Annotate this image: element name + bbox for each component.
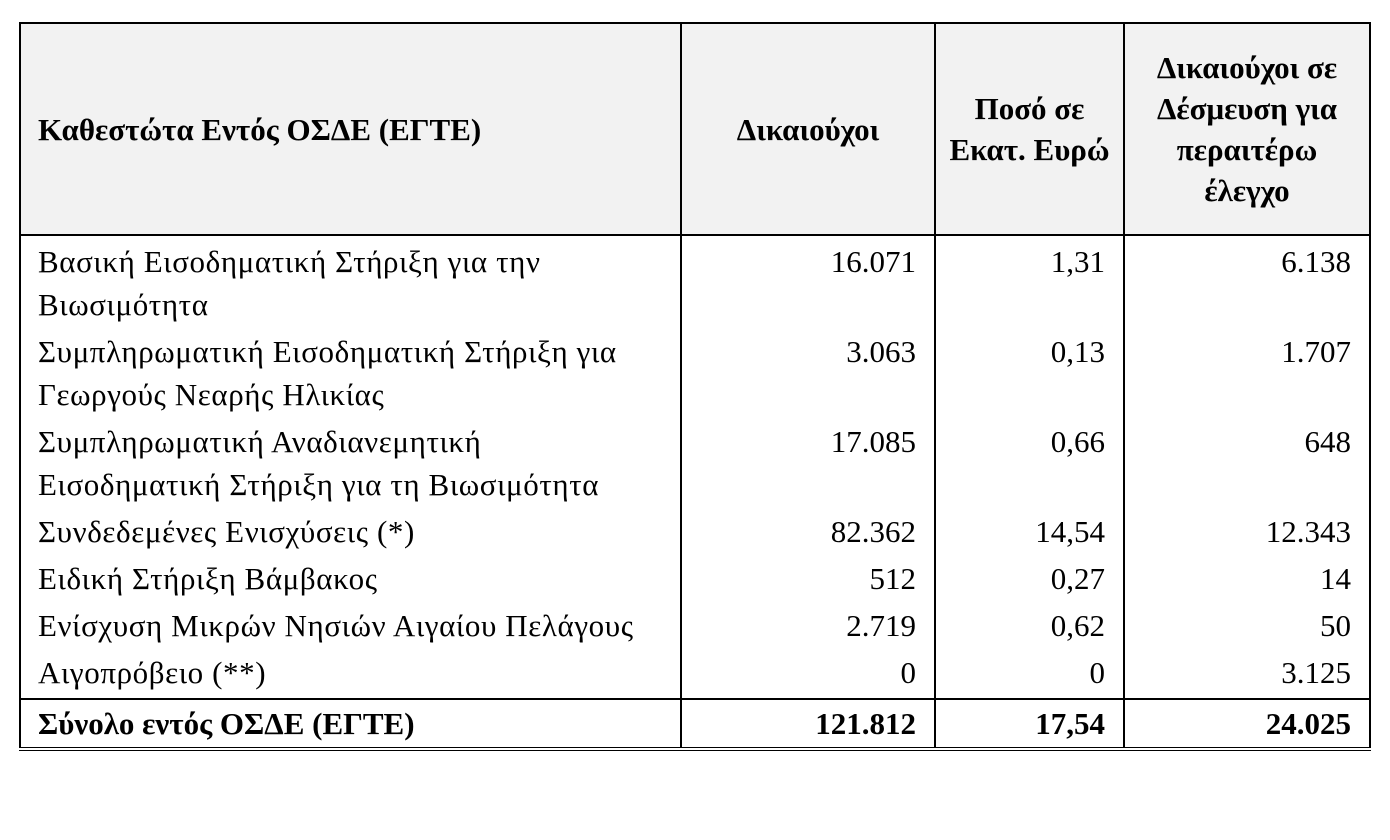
- total-held: 24.025: [1124, 699, 1370, 749]
- amount-cell: 0,27: [935, 553, 1124, 600]
- scheme-cell: Βασική Εισοδηματική Στήριξη για την Βιωσιμότητα: [20, 235, 681, 326]
- held-cell: 3.125: [1124, 647, 1370, 699]
- table-row: [20, 506, 1370, 553]
- table-row: [20, 600, 1370, 647]
- table-row: [20, 416, 1370, 506]
- held-cell: 1.707: [1124, 326, 1370, 416]
- scheme-cell: Ενίσχυση Μικρών Νησιών Αιγαίου Πελάγους: [20, 600, 681, 647]
- header-scheme: Καθεστώτα Εντός ΟΣΔΕ (ΕΓΤΕ): [20, 23, 681, 235]
- header-held-for-review: Δικαιούχοι σε Δέσμευση για περαιτέρω έλεγχο: [1124, 23, 1370, 235]
- held-cell: 6.138: [1124, 235, 1370, 326]
- scheme-cell: Συμπληρωματική Εισοδηματική Στήριξη για Γεωργούς Νεαρής Ηλικίας: [20, 326, 681, 416]
- total-label: Σύνολο εντός ΟΣΔΕ (ΕΓΤΕ): [20, 699, 681, 749]
- header-beneficiaries: Δικαιούχοι: [681, 23, 935, 235]
- table-row: [20, 553, 1370, 600]
- amount-cell: 1,31: [935, 235, 1124, 326]
- amount-cell: 0,62: [935, 600, 1124, 647]
- amount-cell: 0,66: [935, 416, 1124, 506]
- scheme-cell: Συμπληρωματική Αναδιανεμητική Εισοδηματική Στήριξη για τη Βιωσιμότητα: [20, 416, 681, 506]
- beneficiaries-cell: 17.085: [681, 416, 935, 506]
- amount-cell: 14,54: [935, 506, 1124, 553]
- table-row: [20, 647, 1370, 699]
- amount-cell: 0,13: [935, 326, 1124, 416]
- held-cell: 50: [1124, 600, 1370, 647]
- total-amount: 17,54: [935, 699, 1124, 749]
- amount-cell: 0: [935, 647, 1124, 699]
- beneficiaries-cell: 512: [681, 553, 935, 600]
- header-amount: Ποσό σε Εκατ. Ευρώ: [935, 23, 1124, 235]
- total-row: [20, 699, 1370, 749]
- scheme-cell: Αιγοπρόβειο (**): [20, 647, 681, 699]
- table-row: [20, 235, 1370, 326]
- held-cell: 14: [1124, 553, 1370, 600]
- table-row: [20, 326, 1370, 416]
- held-cell: 648: [1124, 416, 1370, 506]
- scheme-cell: Συνδεδεμένες Ενισχύσεις (*): [20, 506, 681, 553]
- header-row: [20, 23, 1370, 235]
- scheme-cell: Ειδική Στήριξη Βάμβακος: [20, 553, 681, 600]
- beneficiaries-cell: 0: [681, 647, 935, 699]
- beneficiaries-cell: 16.071: [681, 235, 935, 326]
- beneficiaries-cell: 3.063: [681, 326, 935, 416]
- beneficiaries-cell: 2.719: [681, 600, 935, 647]
- payments-table: [19, 22, 1371, 751]
- total-beneficiaries: 121.812: [681, 699, 935, 749]
- held-cell: 12.343: [1124, 506, 1370, 553]
- beneficiaries-cell: 82.362: [681, 506, 935, 553]
